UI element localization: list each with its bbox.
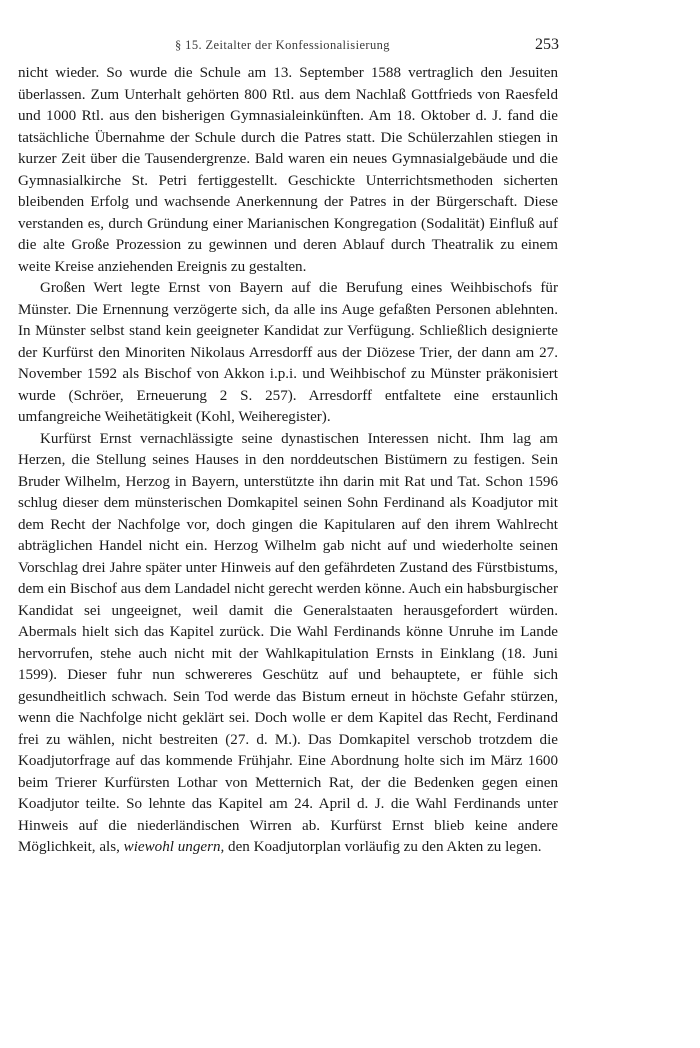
running-head: § 15. Zeitalter der Konfessionalisierung — [175, 38, 390, 52]
paragraph-weihbischof: Großen Wert legte Ernst von Bayern auf die Berufung eines Weihbischofs für Münster. Die Ernennung verzögerte sich, da alle ins Auge gefaßten Personen ablehnten. In Münster selbst stand kein geeigneter Kandidat zur Verfügung. Schließlich designierte der Kurfürst den Minoriten Nikolaus Arresdorff aus der Diözese Trier, der dann am 27. November 1592 als Bischof von Akkon i.p.i. und Weihbischof zu Münster präkonisiert wurde (Schröer, Erneuerung 2 S. 257). Arresdorff entfaltete eine erstaunlich umfangreiche Weihetätigkeit (Kohl, Weiheregister). — [18, 280, 558, 425]
paragraph-jesuit-school: nicht wieder. So wurde die Schule am 13. September 1588 vertraglich den Jesuiten überlassen. Zum Unterhalt gehörten 800 Rtl. aus dem Nachlaß Gottfrieds von Raesfeld und 1000 Rtl. aus den bisherigen Gymnasialeinkünften. Am 18. Oktober d. J. fand die tatsächliche Übernahme der Schule durch die Patres statt. Die Schülerzahlen stiegen in kurzer Zeit über die Tausendergrenze. Bald waren ein neues Gymnasialgebäude und die Gymnasialkirche St. Petri fertiggestellt. Geschickte Unterrichtsmethoden sicherten bleibenden Erfolg und wachsende Anerkennung der Patres in der Bürgerschaft. Diese verstanden es, durch Gründung einer Marianischen Kongregation (Sodalität) Einfluß auf die alte Große Prozession zu gewinnen und deren Ablauf durch Theatralik zu einem weite Kreise anziehenden Ereignis zu gestalten. — [18, 65, 558, 275]
body-text — [18, 63, 558, 859]
emphasized-quote: wiewohl ungern, — [123, 839, 225, 855]
page-header — [0, 36, 700, 60]
paragraph-koadjutor-text: Kurfürst Ernst vernachlässigte seine dynastischen Interessen nicht. Ihm lag am Herzen, die Stellung seines Hauses in den norddeutschen Bistümern zu festigen. Sein Bruder Wilhelm, Herzog in Bayern, unterstützte ihn darin mit Rat und Tat. Schon 1596 schlug dieser dem münsterischen Domkapitel seinen Sohn Ferdinand als Koadjutor mit dem Recht der Nachfolge vor, doch gingen die Kapitularen auf den ihrem Wahlrecht abträglichen Handel nicht ein. Herzog Wilhelm gab nicht auf und wiederholte seinen Vorschlag drei Jahre später unter Hinweis auf den gefährdeten Zustand des Fürstbistums, dem ein Bischof aus dem Landadel nicht gerecht werden könne. Auch ein habsburgischer Kandidat sei ungeeignet, weil damit die Generalstaaten herausgefordert würden. Abermals hielt sich das Kapitel zurück. Die Wahl Ferdinands könne Unruhe im Lande hervorrufen, stehe auch nicht mit der Wahlkapitulation Ernsts in Einklang (18. Juni 1599). Dieser fuhr nun schwereres Geschütz auf und behauptete, er fühle sich gesundheitlich schwach. Sein Tod werde das Bistum erneut in höchste Gefahr stürzen, wenn die Nachfolge nicht geklärt sei. Doch wolle er dem Kapitel das Recht, Ferdinand frei zu wählen, nicht bestreiten (27. d. M.). Das Domkapitel verschob trotzdem die Koadjutorfrage auf das kommende Frühjahr. Eine Abordnung holte sich im März 1600 beim Trierer Kurfürsten Lothar von Metternich Rat, der die Bedenken gegen einen Koadjutor teilte. So lehnte das Kapitel am 24. April d. J. die Wahl Ferdinands unter Hinweis auf die niederländischen Wirren ab. Kurfürst Ernst blieb keine andere Möglichkeit, als, — [18, 430, 558, 855]
page-number: 253 — [535, 36, 559, 53]
paragraph-koadjutor-ending: den Koadjutorplan vorläufig zu den Akten zu legen. — [224, 839, 542, 855]
paragraph-koadjutor — [18, 429, 558, 859]
